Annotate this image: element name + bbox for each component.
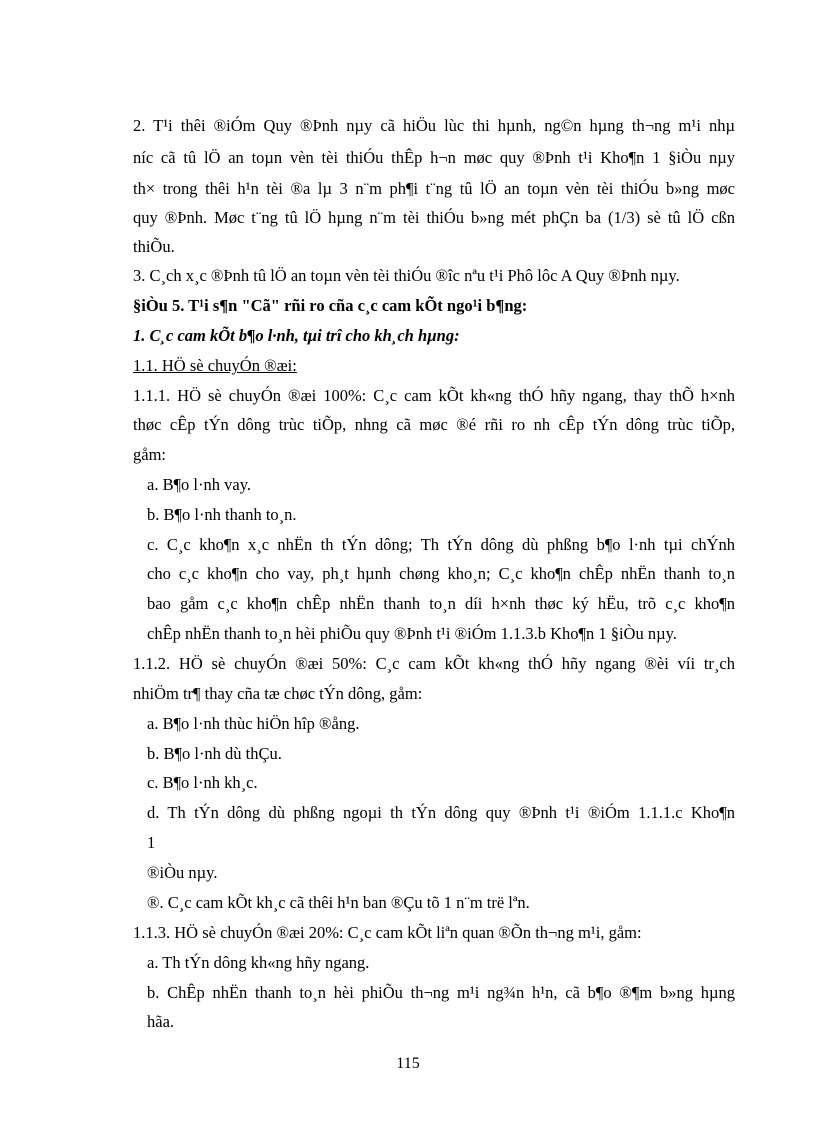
page-number: 115 bbox=[396, 1055, 420, 1072]
list-item: cho c¸c kho¶n cho vay, ph¸t hµnh chøng kho¸n; C¸c kho¶n chÊp nhËn thanh to¸n bbox=[147, 564, 735, 583]
text-line: thøc cÊp tÝn dông trùc tiÕp, nhng cã møc ®é rñi ro nh cÊp tÝn dông trùc tiÕp, bbox=[133, 415, 735, 434]
list-item: c. C¸c kho¶n x¸c nhËn th tÝn dông; Th tÝn dông dù phßng b¶o l·nh tµi chÝnh bbox=[147, 535, 735, 554]
text-line: quy ®Þnh. Møc t¨ng tû lÖ hµng n¨m tèi thiÓu b»ng mét phÇn ba (1/3) sè tû lÖ cßn bbox=[133, 208, 735, 227]
list-item: bao gåm c¸c kho¶n chÊp nhËn thanh to¸n díi h×nh thøc ký hËu, trõ c¸c kho¶n bbox=[147, 594, 735, 613]
text-line: gåm: bbox=[133, 445, 166, 464]
list-item: a. Th tÝn dông kh«ng hñy ngang. bbox=[147, 953, 370, 972]
list-item: chÊp nhËn thanh to¸n hèi phiÕu quy ®Þnh t¹i ®iÓm 1.1.3.b Kho¶n 1 §iÒu nµy. bbox=[147, 624, 677, 643]
text-line: níc cã tû lÖ an toµn vèn tèi thiÓu thÊp h¬n møc quy ®Þnh t¹i Kho¶n 1 §iÒu nµy bbox=[133, 148, 735, 167]
text-line: 3. C¸ch x¸c ®Þnh tû lÖ an toµn vèn tèi thiÓu ®îc nªu t¹i Phô lôc A Quy ®Þnh nµy. bbox=[133, 266, 680, 285]
section-heading: 1. C¸c cam kÕt b¶o l·nh, tµi trî cho kh¸ch hµng: bbox=[133, 326, 460, 345]
text-line: 2. T¹i thêi ®iÓm Quy ®Þnh nµy cã hiÖu lùc thi hµnh, ng©n hµng th¬ng m¹i nhµ bbox=[133, 116, 735, 135]
text-line: nhiÖm tr¶ thay cña tæ chøc tÝn dông, gåm: bbox=[133, 684, 423, 703]
text-line: th× trong thêi h¹n tèi ®a lµ 3 n¨m ph¶i t¨ng tû lÖ an toµn vèn tèi thiÓu b»ng møc bbox=[133, 179, 735, 198]
list-item: b. ChÊp nhËn thanh to¸n hèi phiÕu th¬ng m¹i ng¾n h¹n, cã b¶o ®¶m b»ng hµng bbox=[147, 983, 735, 1002]
subsection-heading: 1.1. HÖ sè chuyÓn ®æi: bbox=[133, 356, 297, 375]
text-line: 1.1.3. HÖ sè chuyÓn ®æi 20%: C¸c cam kÕt liªn quan ®Õn th¬ng m¹i, gåm: bbox=[133, 923, 642, 942]
list-item: d. Th tÝn dông dù phßng ngoµi th tÝn dông quy ®Þnh t¹i ®iÓm 1.1.1.c Kho¶n bbox=[147, 803, 735, 822]
list-item: a. B¶o l·nh thùc hiÖn hîp ®ång. bbox=[147, 714, 360, 733]
text-line: 1.1.2. HÖ sè chuyÓn ®æi 50%: C¸c cam kÕt kh«ng thÓ hñy ngang ®èi víi tr¸ch bbox=[133, 654, 735, 673]
text-line: 1.1.1. HÖ sè chuyÓn ®æi 100%: C¸c cam kÕt kh«ng thÓ hñy ngang, thay thÕ h×nh bbox=[133, 386, 735, 405]
list-item: b. B¶o l·nh thanh to¸n. bbox=[147, 505, 297, 524]
list-item: hãa. bbox=[147, 1012, 175, 1031]
list-item: 1 bbox=[147, 833, 156, 852]
text-line: thiÕu. bbox=[133, 237, 175, 256]
list-item: a. B¶o l·nh vay. bbox=[147, 475, 252, 494]
list-item: ®. C¸c cam kÕt kh¸c cã thêi h¹n ban ®Çu tõ 1 n¨m trë lªn. bbox=[147, 893, 530, 912]
article-heading: §iÒu 5. T¹i s¶n "Cã" rñi ro cña c¸c cam kÕt ngo¹i b¶ng: bbox=[133, 296, 528, 315]
list-item: b. B¶o l·nh dù thÇu. bbox=[147, 744, 282, 763]
list-item: c. B¶o l·nh kh¸c. bbox=[147, 773, 258, 792]
list-item: ®iÒu nµy. bbox=[147, 863, 218, 882]
